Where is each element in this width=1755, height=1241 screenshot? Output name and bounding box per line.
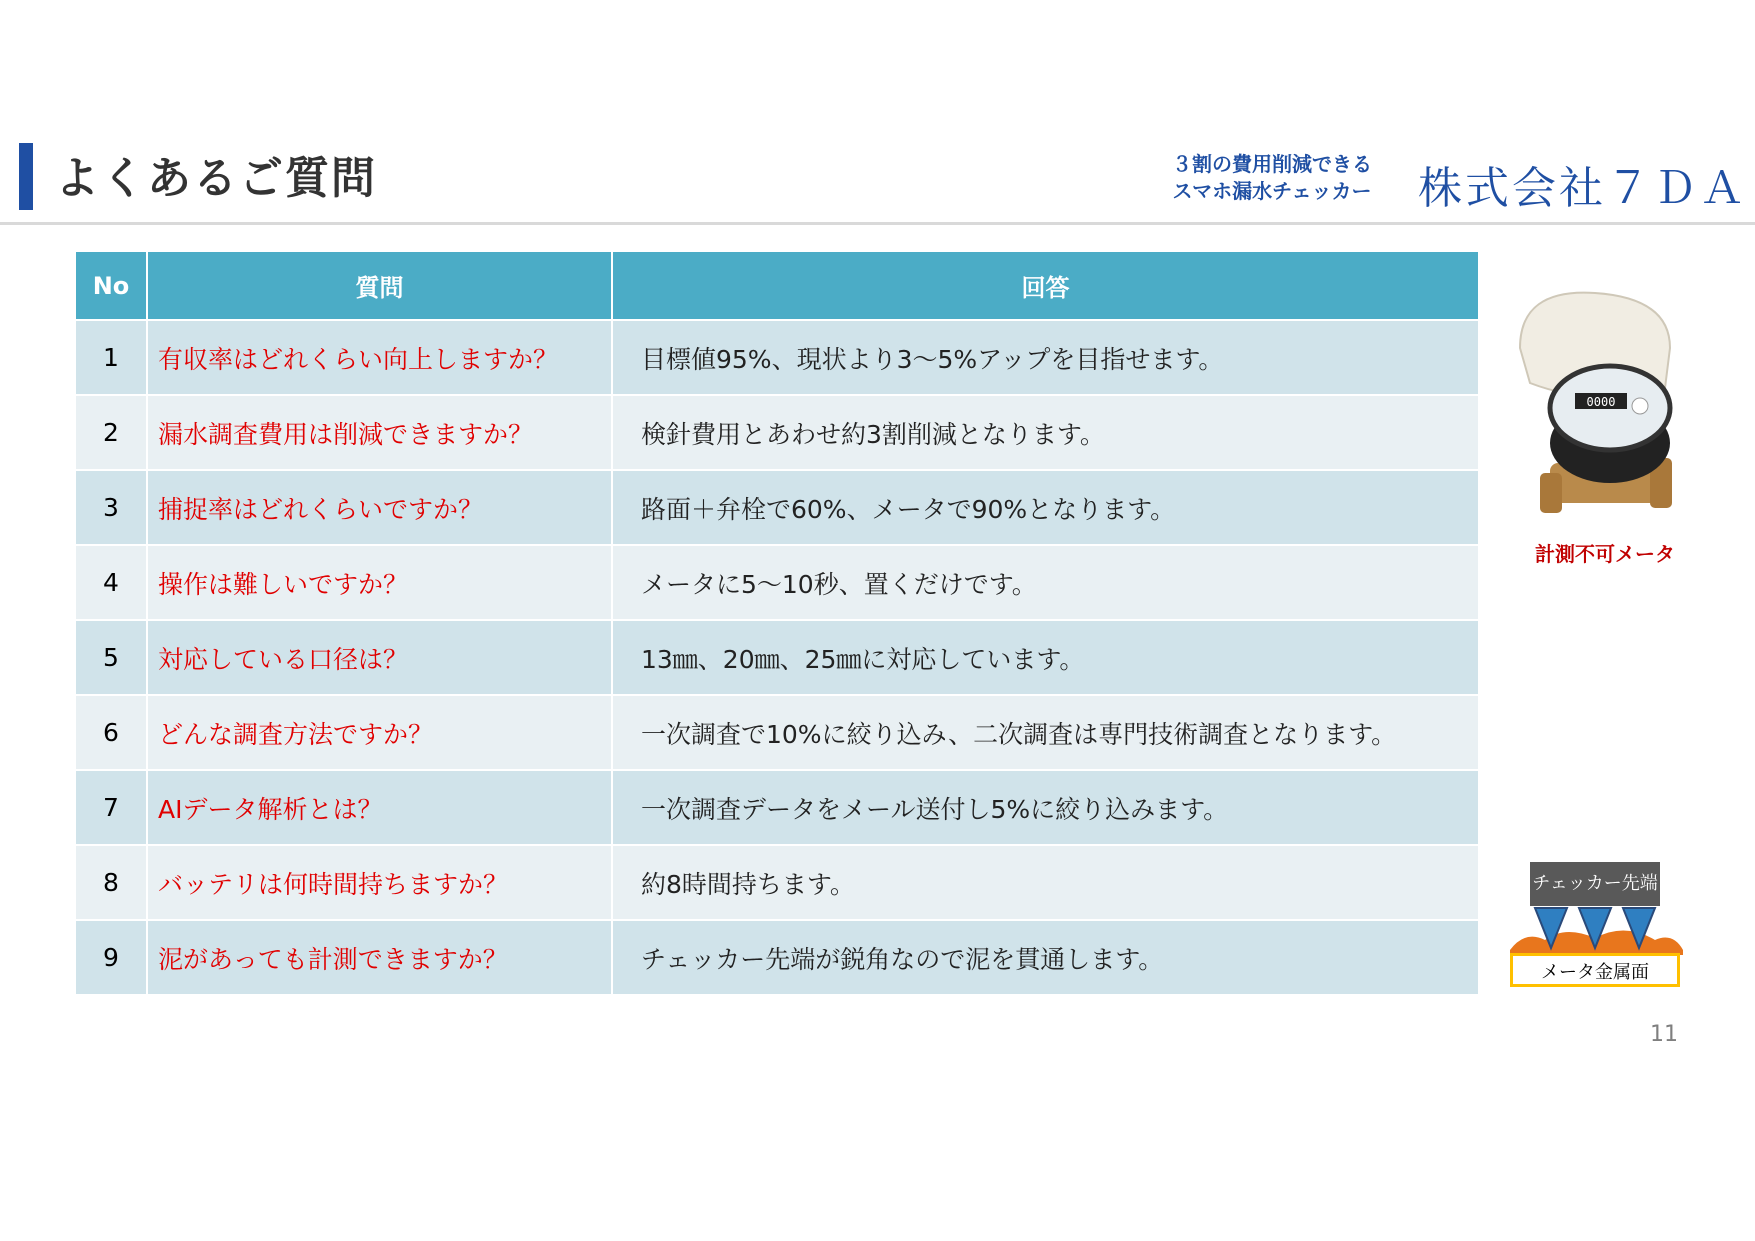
row-number: 7 xyxy=(76,770,147,845)
meter-pipe-left xyxy=(1540,473,1562,513)
company-name: 株式会社７ＤＡ xyxy=(1418,163,1747,214)
answer-cell: 13㎜、20㎜、25㎜に対応しています。 xyxy=(612,620,1478,695)
row-number: 2 xyxy=(76,395,147,470)
question-cell: 漏水調査費用は削減できますか？ xyxy=(147,395,612,470)
row-number: 9 xyxy=(76,920,147,994)
question-cell: 操作は難しいですか？ xyxy=(147,545,612,620)
table-row xyxy=(76,470,1478,545)
table-row xyxy=(76,395,1478,470)
question-cell: 有収率はどれくらい向上しますか？ xyxy=(147,320,612,395)
question-cell: 泥があっても計測できますか？ xyxy=(147,920,612,994)
answer-cell: 一次調査データをメール送付し5%に絞り込みます。 xyxy=(612,770,1478,845)
meter-caption: 計測不可メータ xyxy=(1535,542,1675,566)
column-header-question: 質問 xyxy=(147,252,612,320)
answer-cell: 一次調査で10%に絞り込み、二次調査は専門技術調査となります。 xyxy=(612,695,1478,770)
title-accent-bar xyxy=(19,143,33,210)
question-cell: どんな調査方法ですか？ xyxy=(147,695,612,770)
row-number: 1 xyxy=(76,320,147,395)
water-meter-image xyxy=(1500,288,1690,528)
answer-cell: メータに5～10秒、置くだけです。 xyxy=(612,545,1478,620)
question-cell: 捕捉率はどれくらいですか？ xyxy=(147,470,612,545)
tagline-line-2: スマホ漏水チェッカー xyxy=(1172,179,1372,203)
header-divider xyxy=(0,222,1755,225)
question-cell: バッテリは何時間持ちますか？ xyxy=(147,845,612,920)
row-number: 8 xyxy=(76,845,147,920)
checker-tip-label: チェッカー先端 xyxy=(1530,862,1660,906)
meter-metal-surface-label: メータ金属面 xyxy=(1510,953,1680,987)
table-row xyxy=(76,620,1478,695)
meter-reading: 0000 xyxy=(1586,395,1616,409)
answer-cell: チェッカー先端が鋭角なので泥を貫通します。 xyxy=(612,920,1478,994)
table-row xyxy=(76,920,1478,994)
column-header-no: No xyxy=(76,252,147,320)
answer-cell: 検針費用とあわせ約3割削減となります。 xyxy=(612,395,1478,470)
tagline xyxy=(1172,151,1372,205)
table-row xyxy=(76,320,1478,395)
page-number: 11 xyxy=(1650,1022,1678,1047)
row-number: 3 xyxy=(76,470,147,545)
meter-subdial xyxy=(1632,398,1648,414)
answer-cell: 路面＋弁栓で60%、メータで90%となります。 xyxy=(612,470,1478,545)
faq-table xyxy=(76,252,1478,994)
faq-header-row xyxy=(76,252,1478,320)
question-cell: 対応している口径は？ xyxy=(147,620,612,695)
question-cell: AIデータ解析とは？ xyxy=(147,770,612,845)
column-header-answer: 回答 xyxy=(612,252,1478,320)
tagline-line-1: ３割の費用削減できる xyxy=(1172,152,1372,176)
page-title: よくあるご質問 xyxy=(55,153,377,204)
table-row xyxy=(76,845,1478,920)
row-number: 4 xyxy=(76,545,147,620)
row-number: 5 xyxy=(76,620,147,695)
table-row xyxy=(76,545,1478,620)
answer-cell: 約8時間持ちます。 xyxy=(612,845,1478,920)
table-row xyxy=(76,695,1478,770)
answer-cell: 目標値95%、現状より3～5%アップを目指せます。 xyxy=(612,320,1478,395)
row-number: 6 xyxy=(76,695,147,770)
table-row xyxy=(76,770,1478,845)
